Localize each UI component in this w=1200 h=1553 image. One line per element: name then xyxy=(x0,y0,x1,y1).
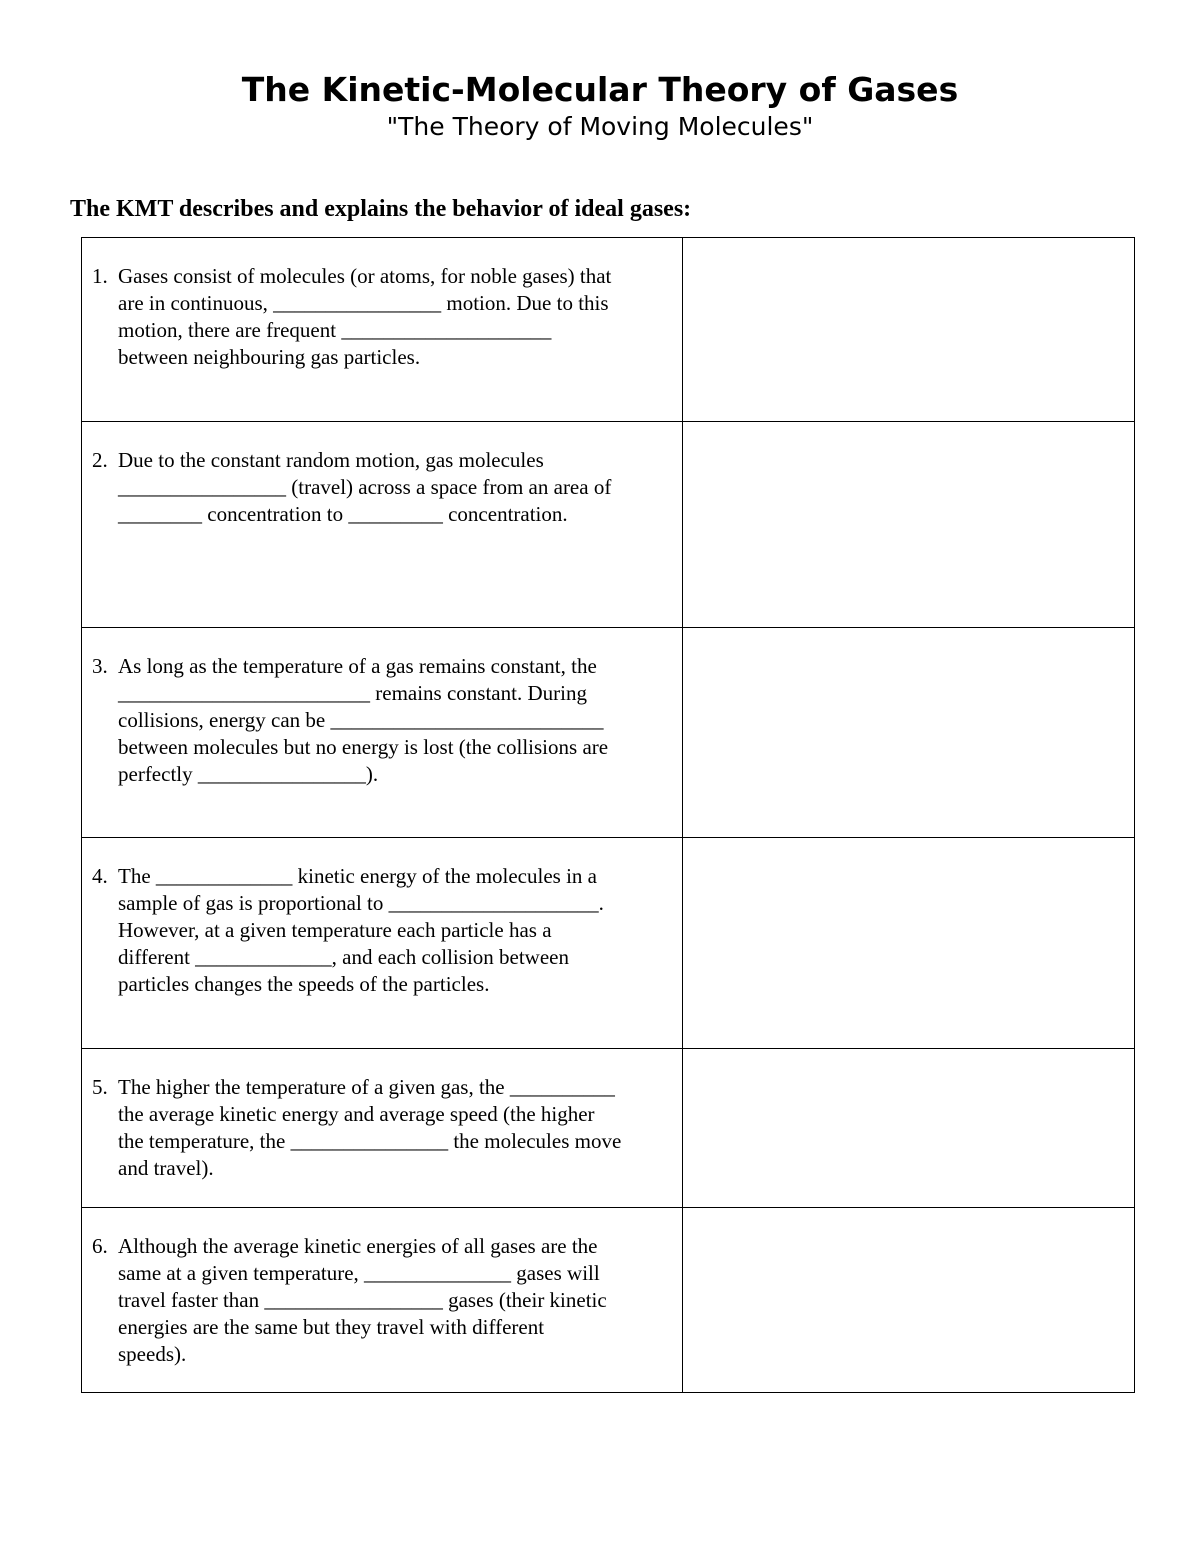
text-line: same at a given temperature, ______________ gases will xyxy=(118,1261,600,1285)
notes-cell[interactable] xyxy=(683,422,1135,628)
notes-cell[interactable] xyxy=(683,838,1135,1049)
text-line: Gases consist of molecules (or atoms, for noble gases) that xyxy=(118,264,612,288)
statement-cell xyxy=(82,838,683,1049)
text-line: the temperature, the _______________ the molecules move xyxy=(118,1129,622,1153)
page-title: The Kinetic-Molecular Theory of Gases xyxy=(241,70,959,109)
text-line: perfectly ________________). xyxy=(118,762,379,786)
statement-text xyxy=(118,653,674,788)
text-line: As long as the temperature of a gas remains constant, the xyxy=(118,654,597,678)
text-line: collisions, energy can be __________________________ xyxy=(118,708,604,732)
table-row xyxy=(82,628,1135,838)
item-number: 4. xyxy=(92,864,108,888)
text-line: Due to the constant random motion, gas molecules xyxy=(118,448,544,472)
text-line: different _____________, and each collision between xyxy=(118,945,569,969)
statement-cell xyxy=(82,1208,683,1393)
text-line: between neighbouring gas particles. xyxy=(118,345,421,369)
text-line: However, at a given temperature each particle has a xyxy=(118,918,552,942)
item-number: 5. xyxy=(92,1075,108,1099)
text-line: The _____________ kinetic energy of the molecules in a xyxy=(118,864,597,888)
text-line: particles changes the speeds of the particles. xyxy=(118,972,490,996)
text-line: The higher the temperature of a given gas, the __________ xyxy=(118,1075,615,1099)
text-line: are in continuous, ________________ motion. Due to this xyxy=(118,291,609,315)
statement-cell xyxy=(82,628,683,838)
text-line: the average kinetic energy and average speed (the higher xyxy=(118,1102,595,1126)
text-line: motion, there are frequent ____________________ xyxy=(118,318,552,342)
text-line: between molecules but no energy is lost (the collisions are xyxy=(118,735,609,759)
statement-text xyxy=(118,1233,674,1368)
notes-cell[interactable] xyxy=(683,1208,1135,1393)
statement-cell xyxy=(82,238,683,422)
table-row xyxy=(82,838,1135,1049)
statement-text xyxy=(118,1074,674,1182)
statement-text xyxy=(118,863,674,998)
page-subtitle: "The Theory of Moving Molecules" xyxy=(386,112,814,141)
statement-4 xyxy=(82,838,682,998)
text-line: ________ concentration to _________ concentration. xyxy=(118,502,568,526)
text-line: speeds). xyxy=(118,1342,187,1366)
statement-2 xyxy=(82,422,682,528)
item-number: 1. xyxy=(92,264,108,288)
item-number: 6. xyxy=(92,1234,108,1258)
item-number: 2. xyxy=(92,448,108,472)
statement-1 xyxy=(82,238,682,371)
text-line: ________________________ remains constant. During xyxy=(118,681,587,705)
table-row xyxy=(82,1208,1135,1393)
statement-cell xyxy=(82,1049,683,1208)
statement-text xyxy=(118,263,674,371)
text-line: ________________ (travel) across a space from an area of xyxy=(118,475,612,499)
table-row xyxy=(82,1049,1135,1208)
intro-text: The KMT describes and explains the behavior of ideal gases: xyxy=(70,196,692,222)
item-number: 3. xyxy=(92,654,108,678)
kmt-table xyxy=(81,237,1135,1393)
statement-5 xyxy=(82,1049,682,1182)
table-row xyxy=(82,422,1135,628)
table-row xyxy=(82,238,1135,422)
text-line: sample of gas is proportional to ____________________. xyxy=(118,891,604,915)
statement-6 xyxy=(82,1208,682,1368)
text-line: and travel). xyxy=(118,1156,214,1180)
notes-cell[interactable] xyxy=(683,1049,1135,1208)
statement-text xyxy=(118,447,674,528)
notes-cell[interactable] xyxy=(683,238,1135,422)
notes-cell[interactable] xyxy=(683,628,1135,838)
text-line: travel faster than _________________ gases (their kinetic xyxy=(118,1288,607,1312)
text-line: Although the average kinetic energies of all gases are the xyxy=(118,1234,598,1258)
statement-3 xyxy=(82,628,682,788)
text-line: energies are the same but they travel with different xyxy=(118,1315,545,1339)
statement-cell xyxy=(82,422,683,628)
